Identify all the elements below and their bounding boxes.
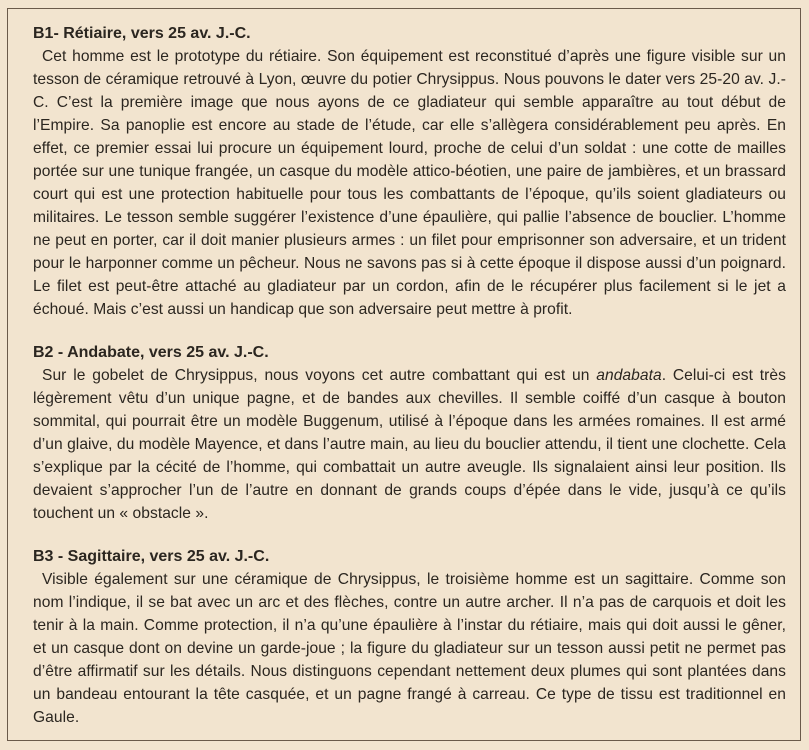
section-heading: B1- Rétiaire, vers 25 av. J.-C. xyxy=(33,25,251,42)
section-paragraph: Visible également sur une céramique de Chrysippus, le troisième homme est un sagittaire. Comme son nom l’indique, il se bat avec un arc et des flèches, contre un autre archer. Il n’a pas de carquois et doit les tenir à la main. Comme protection, il n’a qu’une épaulière à l’instar du rétiaire, mais qui doit aussi le gêner, et un casque dont on devine un garde-joue ; la figure du gladiateur sur un tesson aussi petit ne permet pas d’être affirmatif sur les détails. Nous distinguons cependant nettement deux plumes qui sont plantées dans un bandeau entourant la tête casquée, et un pagne frangé à carreau. Ce type de tissu est traditionnel en Gaule. xyxy=(33,571,786,726)
section-retiaire xyxy=(33,22,786,321)
section-paragraph: Cet homme est le prototype du rétiaire. Son équipement est reconstitué d’après une figure visible sur un tesson de céramique retrouvé à Lyon, œuvre du potier Chrysippus. Nous pouvons le dater vers 25-20 av. J.-C. C’est la première image que nous ayons de ce gladiateur qui semble apparaître au tout début de l’Empire. Sa panoplie est encore au stade de l’étude, car elle s’allègera considérablement peu après. En effet, ce premier essai lui procure un équipement lourd, proche de celui d’un soldat : une cotte de mailles portée sur une tunique frangée, un casque du modèle attico-béotien, une paire de jambières, et un brassard court qui est une protection habituelle pour tous les combattants de l’époque, qu’ils soient gladiateurs ou militaires. Le tesson semble suggérer l’existence d’une épaulière, qui pallie l’absence de bouclier. L’homme ne peut en porter, car il doit manier plusieurs armes : un filet pour emprisonner son adversaire, et un trident pour le harponner comme un pêcheur. Nous ne savons pas si à cette époque il dispose aussi d’un poignard. Le filet est peut-être attaché au gladiateur par un cordon, afin de le récupérer plus facilement si le jet a échoué. Mais c’est aussi un handicap que son adversaire peut mettre à profit. xyxy=(33,48,786,318)
document-content xyxy=(33,22,786,729)
section-heading: B3 - Sagittaire, vers 25 av. J.-C. xyxy=(33,548,270,565)
section-heading: B2 - Andabate, vers 25 av. J.-C. xyxy=(33,344,269,361)
section-sagittaire xyxy=(33,545,786,729)
italic-term: andabata xyxy=(596,367,662,384)
section-andabate xyxy=(33,341,786,525)
paragraph-text-part: Sur le gobelet de Chrysippus, nous voyons cet autre combattant qui est un xyxy=(42,367,597,384)
paragraph-text-part: . Celui-ci est très légèrement vêtu d’un unique pagne, et de bandes aux chevilles. Il semble coiffé d’un casque à bouton sommital, qui pourrait être un modèle Buggenum, utilisé à l’époque dans les armées romaines. Il est armé d’un glaive, du modèle Mayence, et dans l’autre main, au lieu du bouclier attendu, il tient une clochette. Cela s’explique par la cécité de l’homme, qui combattait un autre aveugle. Ils signalaient ainsi leur position. Ils devaient s’approcher l’un de l’autre en donnant de grands coups d’épée dans le vide, jusqu’à ce qu’ils touchent un « obstacle ». xyxy=(33,367,786,522)
section-paragraph xyxy=(33,364,786,525)
